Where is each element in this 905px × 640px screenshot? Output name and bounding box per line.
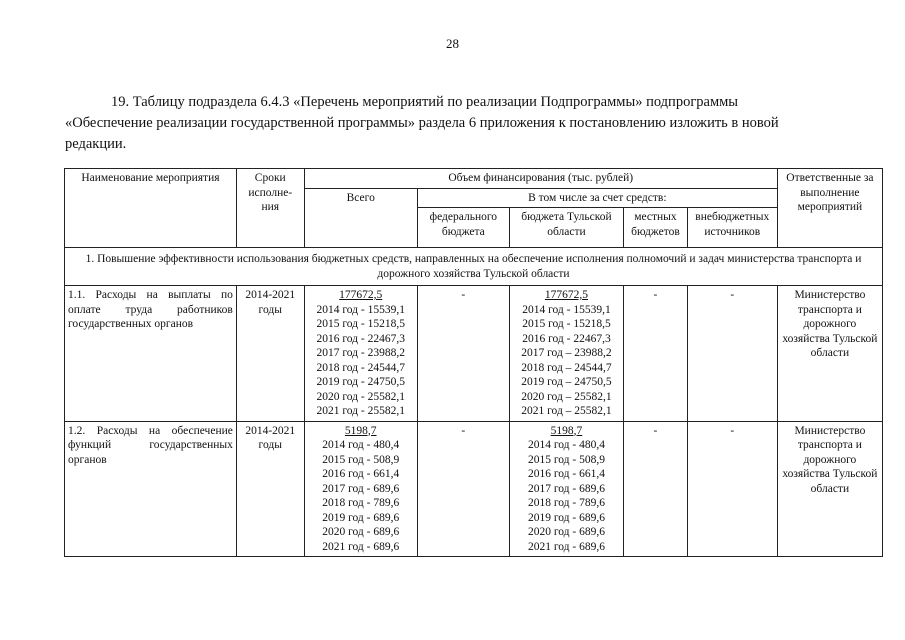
header-extra: внебюджетных источников — [687, 208, 777, 248]
section-title: 1. Повышение эффективности использования бюджетных средств, направленных на обеспечение исполнения полномочий и задач министерства транспорта и дорожного хозяйства Тульской области — [65, 248, 883, 286]
header-federal: федерального бюджета — [417, 208, 509, 248]
measures-table — [64, 168, 883, 557]
year-value: 2020 год – 25582,1 — [521, 390, 612, 403]
row-federal: - — [417, 286, 509, 422]
table-row — [65, 286, 883, 422]
total-sum: 5198,7 — [344, 424, 377, 437]
year-value: 2016 год - 661,4 — [322, 468, 400, 480]
year-value: 2020 год - 25582,1 — [316, 390, 405, 403]
year-value: 2014 год - 15539,1 — [316, 303, 405, 316]
year-value: 2015 год - 508,9 — [322, 453, 400, 466]
year-value: 2016 год - 22467,3 — [522, 332, 611, 345]
row-name: 1.1. Расходы на выплаты по оплате труда работников государственных органов — [65, 286, 237, 422]
year-value: 2021 год - 25582,1 — [316, 405, 405, 417]
header-name: Наименование мероприятия — [65, 169, 237, 248]
year-value: 2015 год - 15218,5 — [522, 318, 611, 330]
header-terms: Сроки исполне-ния — [236, 169, 304, 248]
year-value: 2016 год - 661,4 — [527, 468, 605, 480]
row-extra: - — [687, 421, 777, 557]
year-value: 2018 год - 24544,7 — [316, 361, 405, 374]
year-value: 2019 год – 24750,5 — [521, 376, 612, 388]
row-federal: - — [417, 421, 509, 557]
year-value: 2020 год - 689,6 — [322, 526, 400, 538]
year-value: 2014 год - 15539,1 — [522, 303, 611, 316]
header-local: местных бюджетов — [624, 208, 688, 248]
year-value: 2018 год - 789,6 — [527, 497, 605, 509]
year-value: 2015 год - 15218,5 — [316, 318, 405, 330]
intro-line-1: 19. Таблицу подраздела 6.4.3 «Перечень мероприятий по реализации Подпрограммы» подпрограммы — [111, 94, 739, 110]
total-sum: 177672,5 — [339, 289, 383, 301]
header-responsible: Ответственные за выполнение мероприятий — [777, 169, 882, 248]
year-value: 2016 год - 22467,3 — [316, 332, 405, 345]
year-value: 2021 год – 25582,1 — [521, 405, 612, 417]
table-row — [65, 421, 883, 557]
header-regional: бюджета Тульской области — [509, 208, 623, 248]
year-value: 2014 год - 480,4 — [322, 439, 400, 451]
year-value: 2019 год - 689,6 — [322, 511, 400, 524]
year-value: 2021 год - 689,6 — [527, 540, 605, 553]
row-regional — [509, 286, 623, 422]
year-value: 2017 год – 23988,2 — [521, 347, 612, 359]
year-value: 2018 год - 789,6 — [322, 497, 400, 509]
header-including: В том числе за счет средств: — [417, 188, 777, 208]
regional-sum: 177672,5 — [544, 289, 589, 301]
year-value: 2015 год - 508,9 — [527, 453, 605, 466]
row-name: 1.2. Расходы на обеспечение функций государственных органов — [65, 421, 237, 557]
row-responsible: Министерство транспорта и дорожного хозяйства Тульской области — [777, 286, 882, 422]
year-value: 2018 год – 24544,7 — [521, 361, 612, 374]
row-total — [304, 286, 417, 422]
year-value: 2019 год - 24750,5 — [316, 376, 405, 388]
header-financing: Объем финансирования (тыс. рублей) — [304, 169, 777, 189]
header-total: Всего — [304, 188, 417, 248]
year-value: 2017 год - 23988,2 — [316, 347, 405, 359]
row-responsible: Министерство транспорта и дорожного хозяйства Тульской области — [777, 421, 882, 557]
year-value: 2019 год - 689,6 — [527, 511, 605, 524]
page-number: 28 — [446, 36, 459, 51]
row-terms: 2014-2021 годы — [236, 286, 304, 422]
year-value: 2021 год - 689,6 — [322, 540, 400, 553]
row-extra: - — [687, 286, 777, 422]
year-value: 2014 год - 480,4 — [527, 439, 605, 451]
row-local: - — [624, 421, 688, 557]
intro-line-3: редакции. — [65, 136, 127, 152]
year-value: 2017 год - 689,6 — [322, 482, 400, 495]
intro-paragraph — [65, 92, 851, 155]
row-regional — [509, 421, 623, 557]
year-value: 2020 год - 689,6 — [527, 526, 605, 538]
row-total — [304, 421, 417, 557]
row-terms: 2014-2021 годы — [236, 421, 304, 557]
row-local: - — [624, 286, 688, 422]
year-value: 2017 год - 689,6 — [527, 482, 605, 495]
regional-sum: 5198,7 — [550, 424, 583, 437]
intro-line-2: «Обеспечение реализации государственной программы» раздела 6 приложения к постановлению изложить в новой — [65, 115, 779, 131]
